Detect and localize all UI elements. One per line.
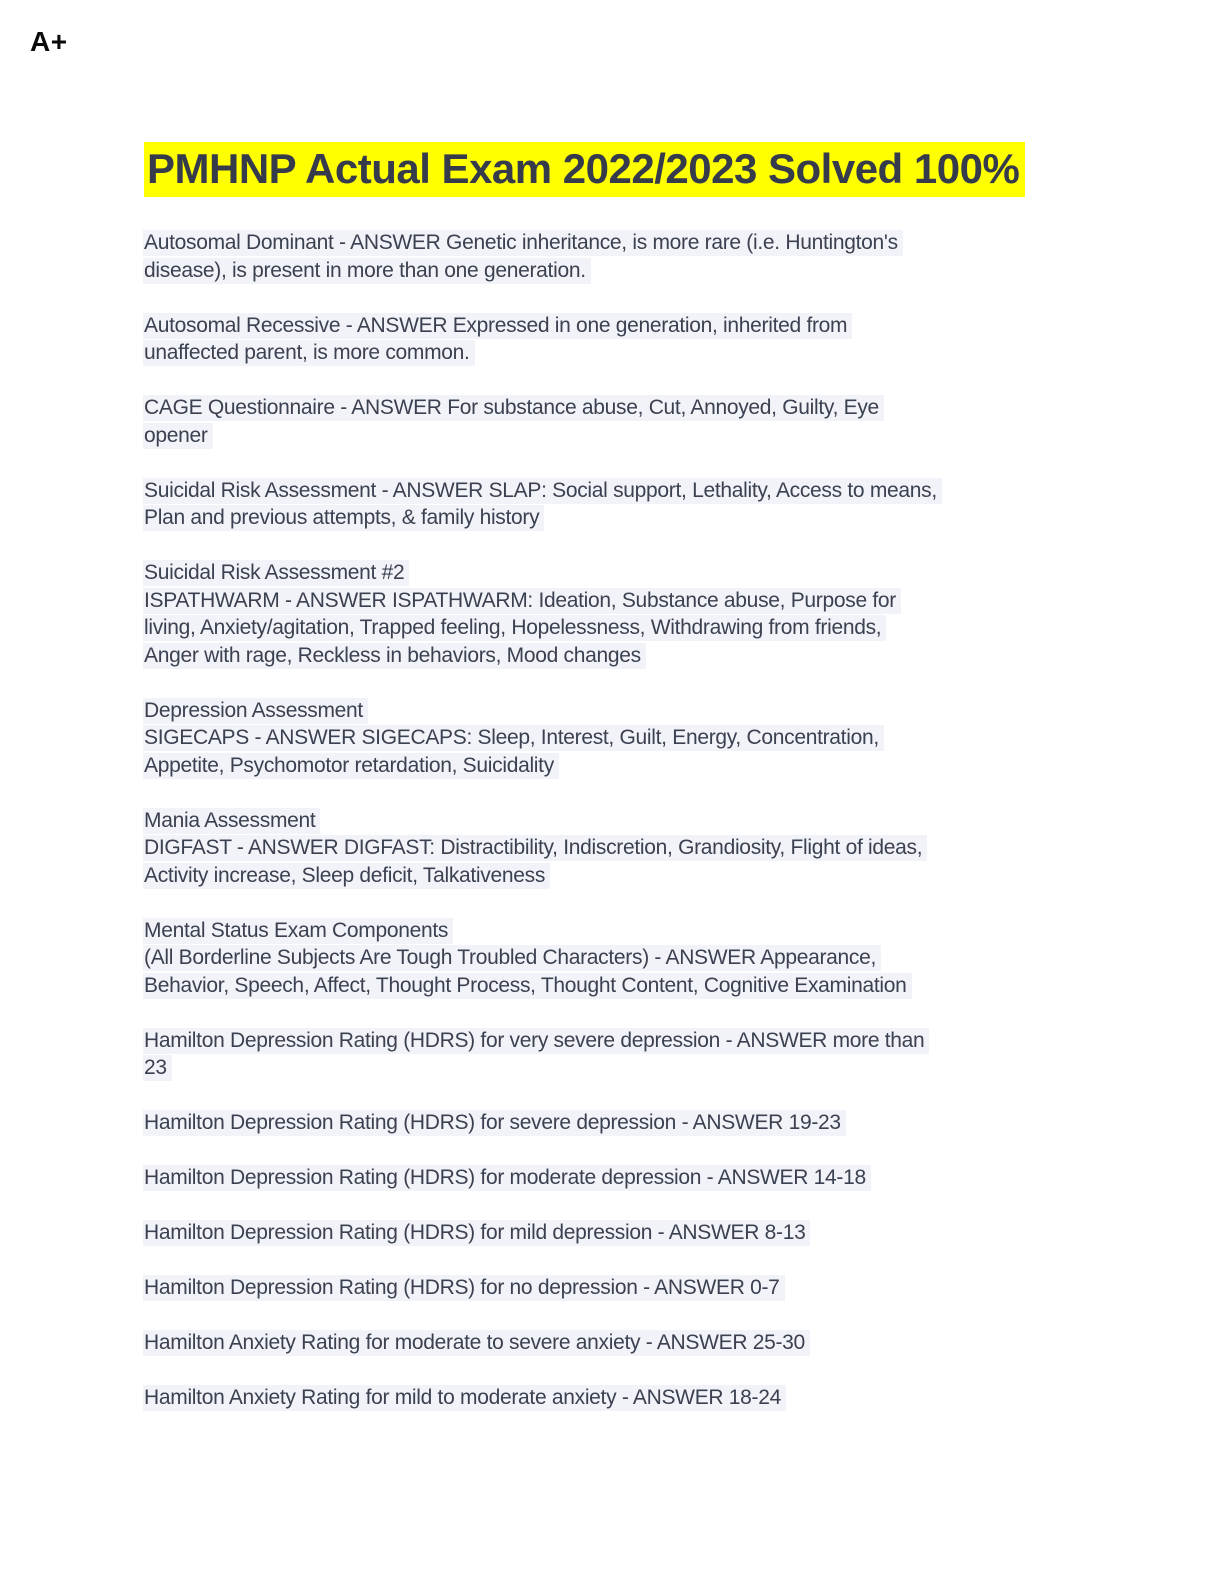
qa-line: ISPATHWARM - ANSWER ISPATHWARM: Ideation, Substance abuse, Purpose for — [143, 588, 901, 614]
qa-paragraph — [144, 1219, 1084, 1247]
qa-line: living, Anxiety/agitation, Trapped feeling, Hopelessness, Withdrawing from friends, — [143, 615, 886, 641]
qa-line: Hamilton Depression Rating (HDRS) for mild depression - ANSWER 8-13 — [143, 1220, 810, 1246]
qa-paragraph — [144, 477, 1084, 532]
qa-paragraph — [144, 1027, 1084, 1082]
qa-paragraph — [144, 1384, 1084, 1412]
qa-line: Anger with rage, Reckless in behaviors, Mood changes — [143, 643, 646, 669]
qa-line: SIGECAPS - ANSWER SIGECAPS: Sleep, Interest, Guilt, Energy, Concentration, — [143, 725, 884, 751]
qa-paragraph-list — [144, 229, 1084, 1412]
qa-paragraph — [144, 1109, 1084, 1137]
qa-line: Hamilton Depression Rating (HDRS) for moderate depression - ANSWER 14-18 — [143, 1165, 871, 1191]
page-title-text: PMHNP Actual Exam 2022/2023 Solved 100% — [144, 142, 1025, 197]
qa-paragraph — [144, 1274, 1084, 1302]
qa-line: Appetite, Psychomotor retardation, Suicidality — [143, 753, 559, 779]
qa-paragraph — [144, 559, 1084, 669]
qa-line: Depression Assessment — [143, 698, 368, 724]
grade-badge: A+ — [30, 26, 68, 57]
qa-line: unaffected parent, is more common. — [143, 340, 475, 366]
qa-paragraph — [144, 807, 1084, 890]
qa-line: Suicidal Risk Assessment - ANSWER SLAP: Social support, Lethality, Access to means, — [143, 478, 942, 504]
qa-paragraph — [144, 312, 1084, 367]
qa-line: Behavior, Speech, Affect, Thought Process, Thought Content, Cognitive Examination — [143, 973, 912, 999]
qa-line: Mania Assessment — [143, 808, 320, 834]
document-page — [144, 140, 1084, 1439]
qa-line: (All Borderline Subjects Are Tough Troubled Characters) - ANSWER Appearance, — [143, 945, 881, 971]
qa-line: Hamilton Depression Rating (HDRS) for no depression - ANSWER 0-7 — [143, 1275, 785, 1301]
qa-line: Hamilton Anxiety Rating for mild to moderate anxiety - ANSWER 18-24 — [143, 1385, 786, 1411]
qa-paragraph — [144, 229, 1084, 284]
qa-line: Suicidal Risk Assessment #2 — [143, 560, 409, 586]
qa-paragraph — [144, 697, 1084, 780]
qa-line: Hamilton Depression Rating (HDRS) for very severe depression - ANSWER more than — [143, 1028, 929, 1054]
qa-line: 23 — [143, 1055, 172, 1081]
qa-line: Autosomal Recessive - ANSWER Expressed in one generation, inherited from — [143, 313, 852, 339]
qa-line: DIGFAST - ANSWER DIGFAST: Distractibility, Indiscretion, Grandiosity, Flight of ideas, — [143, 835, 927, 861]
qa-paragraph — [144, 1329, 1084, 1357]
qa-line: disease), is present in more than one generation. — [143, 258, 591, 284]
qa-line: Plan and previous attempts, & family history — [143, 505, 544, 531]
qa-paragraph — [144, 394, 1084, 449]
qa-line: CAGE Questionnaire - ANSWER For substance abuse, Cut, Annoyed, Guilty, Eye — [143, 395, 884, 421]
qa-line: Autosomal Dominant - ANSWER Genetic inheritance, is more rare (i.e. Huntington's — [143, 230, 903, 256]
qa-line: Hamilton Anxiety Rating for moderate to severe anxiety - ANSWER 25-30 — [143, 1330, 810, 1356]
qa-line: Activity increase, Sleep deficit, Talkativeness — [143, 863, 550, 889]
qa-paragraph — [144, 917, 1084, 1000]
qa-paragraph — [144, 1164, 1084, 1192]
page-title — [144, 140, 1084, 201]
qa-line: opener — [143, 423, 213, 449]
qa-line: Hamilton Depression Rating (HDRS) for severe depression - ANSWER 19-23 — [143, 1110, 846, 1136]
qa-line: Mental Status Exam Components — [143, 918, 453, 944]
